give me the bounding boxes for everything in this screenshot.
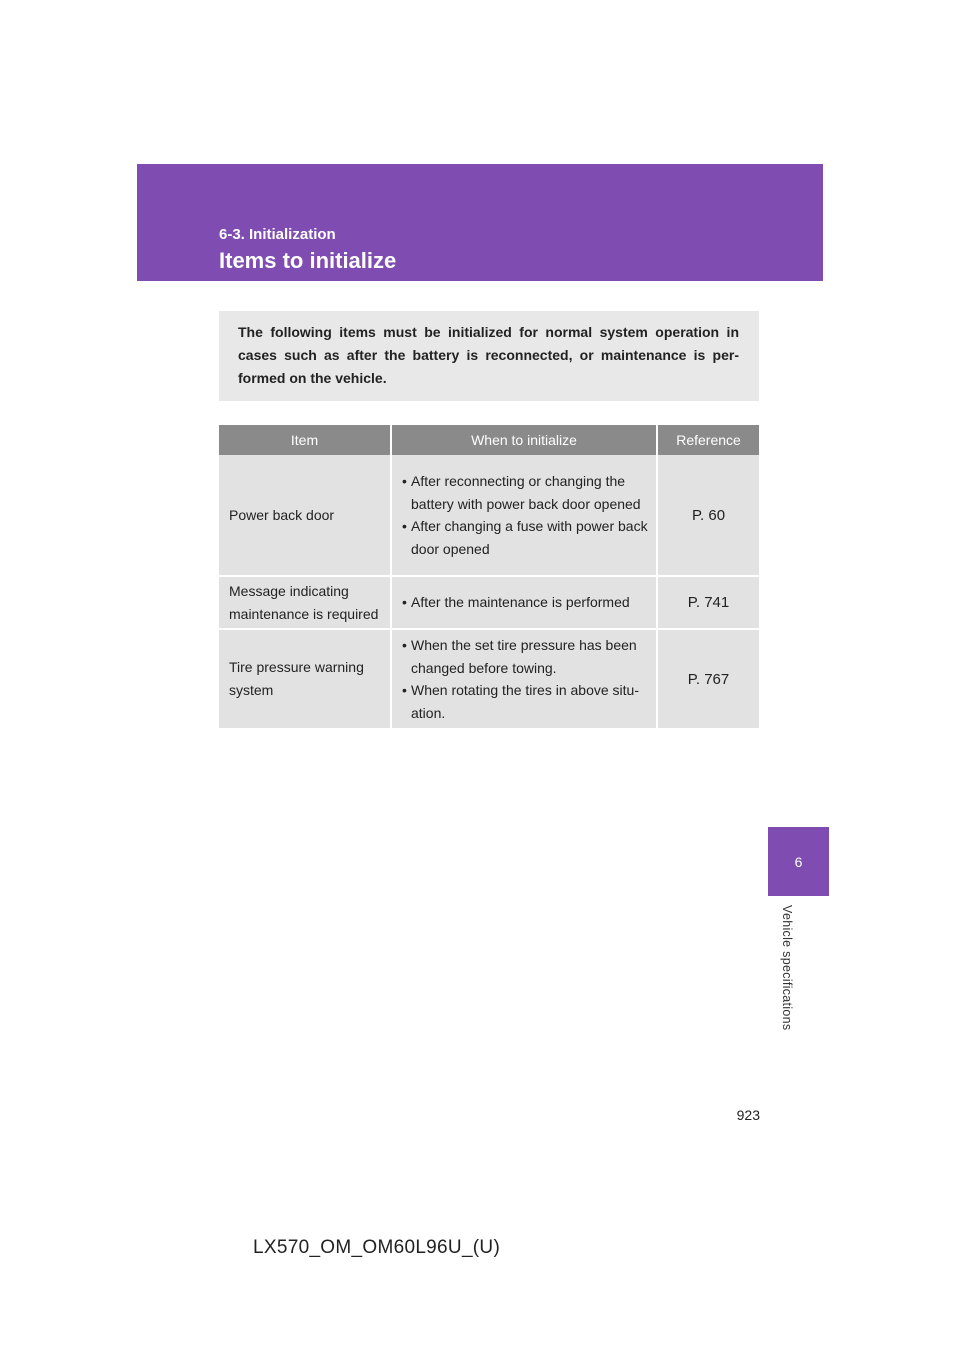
table-row [219, 576, 759, 629]
when-list [402, 634, 650, 724]
table-row [219, 455, 759, 576]
reference-cell: P. 60 [657, 455, 759, 576]
when-item: • When the set tire pressure has been changed before towing. [402, 634, 650, 679]
when-item: • After changing a fuse with power back door opened [402, 515, 650, 560]
reference-cell: P. 741 [657, 576, 759, 629]
when-item: • When rotating the tires in above situ-ation. [402, 679, 650, 724]
page-title: Items to initialize [219, 248, 397, 273]
chapter-number: 6 [794, 853, 803, 870]
column-header-when: When to initialize [391, 425, 657, 455]
column-header-reference: Reference [657, 425, 759, 455]
page-number: 923 [736, 1107, 760, 1123]
when-list [402, 591, 650, 614]
reference-cell: P. 767 [657, 629, 759, 729]
initialization-table [219, 425, 759, 730]
when-cell [391, 629, 657, 729]
chapter-label: Vehicle specifications [780, 905, 794, 1031]
table-row [219, 629, 759, 729]
section-label: 6-3. Initialization [219, 226, 336, 243]
item-cell: Message indicating maintenance is required [219, 576, 391, 629]
when-list [402, 470, 650, 560]
when-item: • After the maintenance is performed [402, 591, 650, 614]
document-code: LX570_OM_OM60L96U_(U) [253, 1237, 501, 1258]
chapter-tab [768, 827, 829, 896]
when-item: • After reconnecting or changing the battery with power back door opened [402, 470, 650, 515]
table-header-row [219, 425, 759, 455]
item-cell: Tire pressure warning system [219, 629, 391, 729]
intro-text: The following items must be initialized for normal system operation in cases such as after the battery is reconnected, or maintenance is per-formed on the vehicle. [238, 324, 739, 386]
intro-box [219, 311, 759, 401]
when-cell [391, 455, 657, 576]
column-header-item: Item [219, 425, 391, 455]
when-cell [391, 576, 657, 629]
item-cell: Power back door [219, 455, 391, 576]
